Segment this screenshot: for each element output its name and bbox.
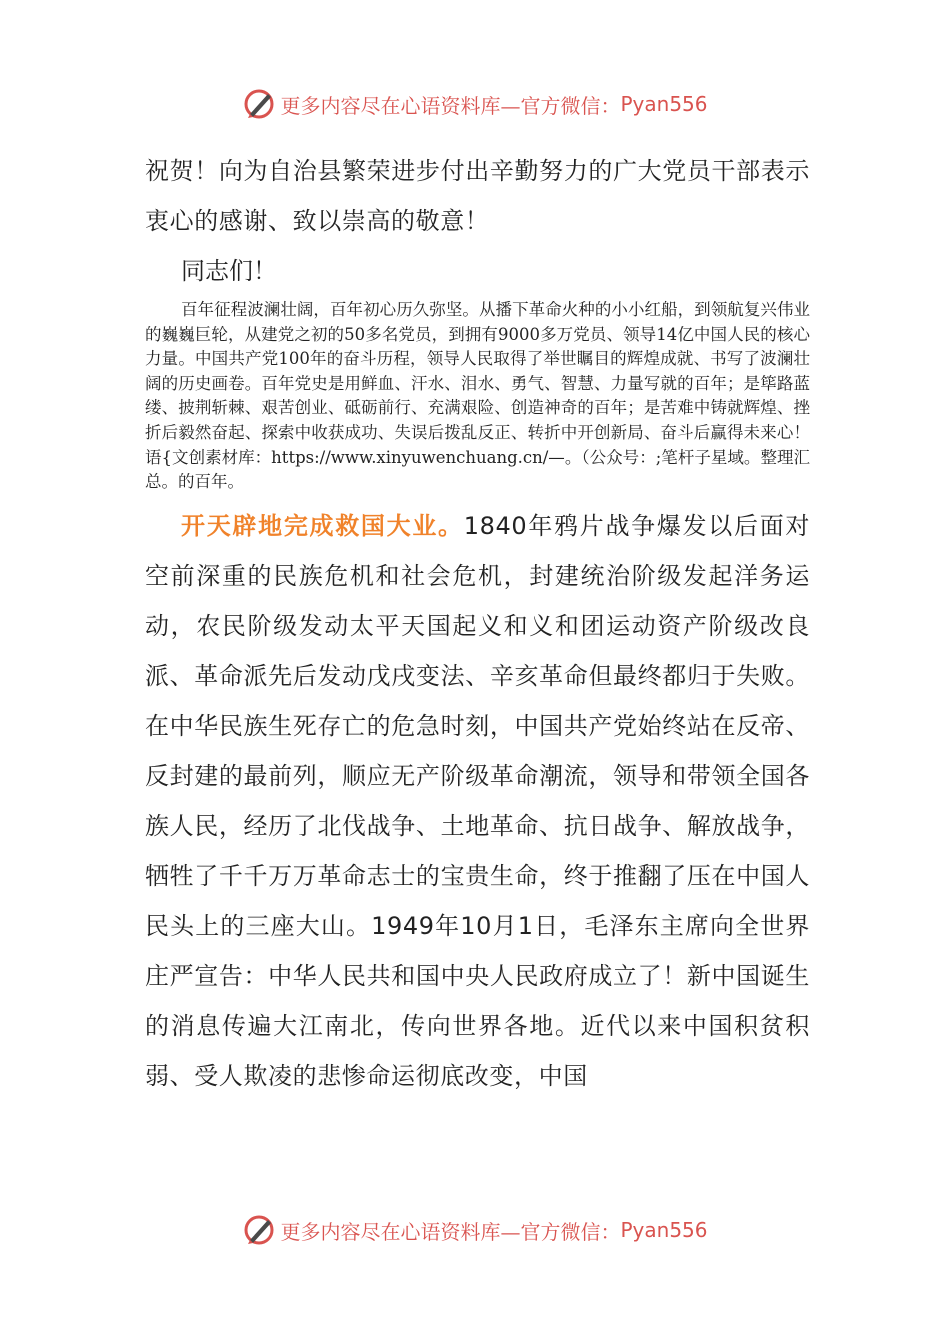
pen-circle-logo-icon — [242, 1213, 276, 1247]
section-heading-highlight: 开天辟地完成救国大业。 — [181, 511, 464, 540]
paragraph-founding-text: 1840年鸦片战争爆发以后面对空前深重的民族危机和社会危机，封建统治阶级发起洋务运动，农民阶级发动太平天国起义和义和团运动资产阶级改良派、革命派先后发动戊戌变法、辛亥革命但最终都归于失败。在中华民族生死存亡的危急时刻，中国共产党始终站在反帝、反封建的最前列，顺应无产阶级革命潮流，领导和带领全国各族人民，经历了北伐战争、土地革命、抗日战争、解放战争，牺牲了千千万万革命志士的宝贵生命，终于推翻了压在中国人民头上的三座大山。1949年10月1日，毛泽东主席向全世界庄严宣告：中华人民共和国中央人民政府成立了！新中国诞生的消息传遍大江南北，传向世界各地。近代以来中国积贫积弱、受人欺凌的悲惨命运彻底改变，中国 — [145, 511, 810, 1090]
header-banner-text: 更多内容尽在心语资料库—官方微信： — [280, 93, 621, 118]
paragraph-founding — [145, 501, 810, 1101]
paragraph-history: 百年征程波澜壮阔，百年初心历久弥坚。从播下革命火种的小小红船，到领航复兴伟业的巍巍巨轮，从建党之初的50多名党员，到拥有9000多万党员、领导14亿中国人民的核心力量。中国共产党100年的奋斗历程，领导人民取得了举世瞩目的辉煌成就、书写了波澜壮阔的历史画卷。百年党史是用鲜血、汗水、泪水、勇气、智慧、力量写就的百年；是筚路蓝缕、披荆斩棘、艰苦创业、砥砺前行、充满艰险、创造神奇的百年；是苦难中铸就辉煌、挫折后毅然奋起、探索中收获成功、失误后拨乱反正、转折中开创新局、奋斗后赢得未来心！语{文创素材库：https://www.xinyuwenchuang.cn/—。（公众号：;笔杆子星域。整理汇总。的百年。 — [145, 300, 810, 492]
paragraph-congratulations: 祝贺！向为自治县繁荣进步付出辛勤努力的广大党员干部表示衷心的感谢、致以崇高的敬意！ — [145, 157, 810, 235]
footer-banner — [0, 1210, 950, 1250]
footer-banner-text: 更多内容尽在心语资料库—官方微信： — [280, 1219, 621, 1244]
footer-banner-code: Pyan556 — [620, 1218, 708, 1242]
pen-circle-logo-icon — [242, 87, 276, 121]
greeting: 同志们！ — [181, 257, 277, 285]
header-banner-code: Pyan556 — [620, 92, 708, 116]
document-body — [145, 146, 810, 1101]
header-banner — [0, 84, 950, 124]
